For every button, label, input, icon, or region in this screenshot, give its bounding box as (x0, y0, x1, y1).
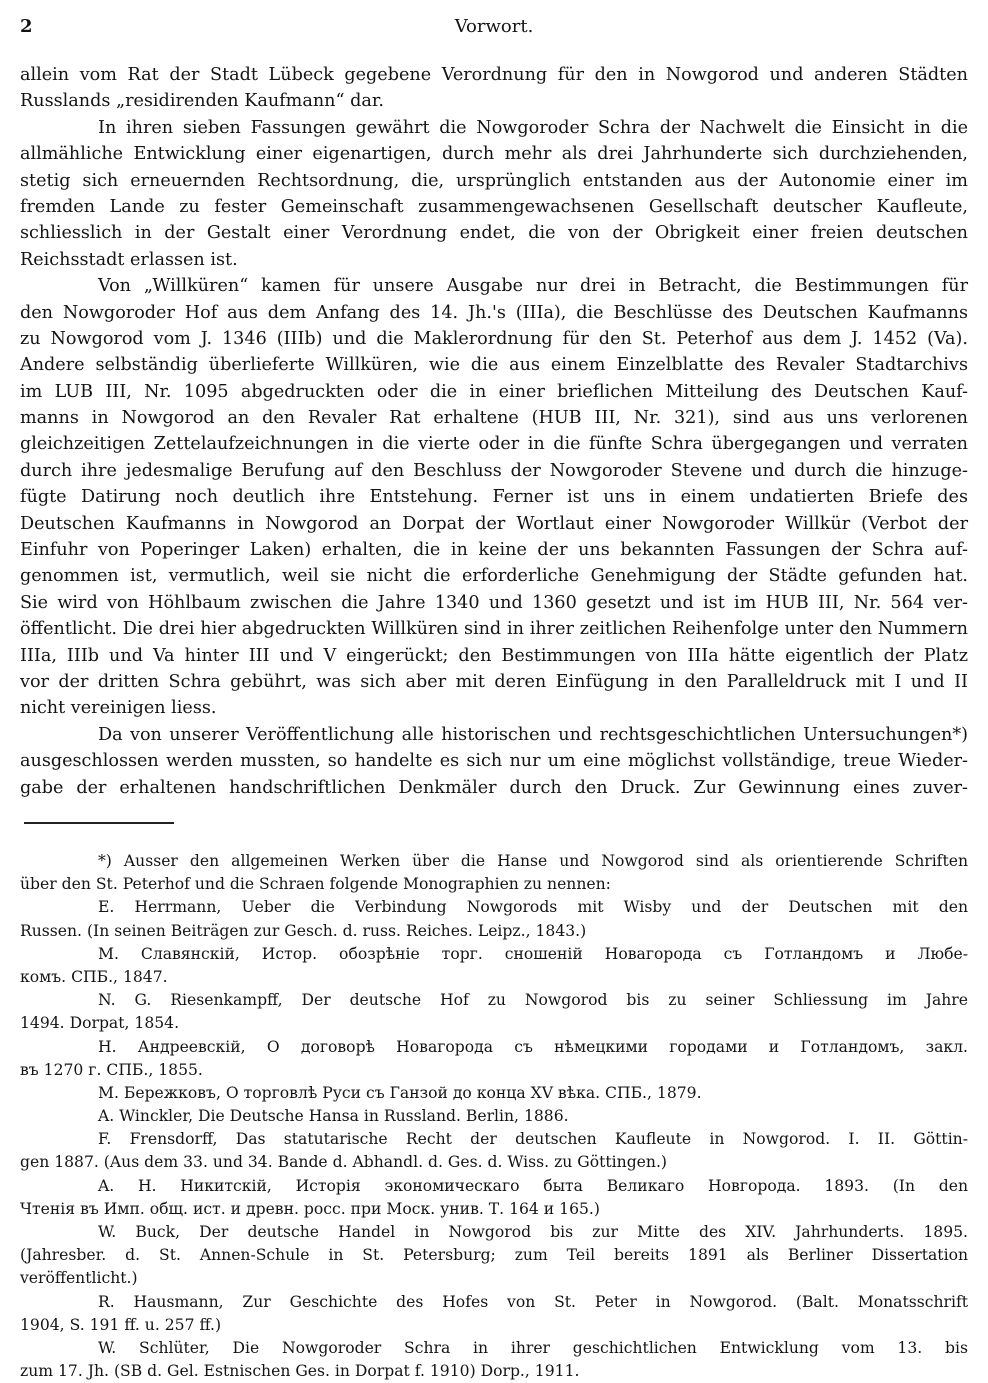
footnote-line: W. Schlüter, Die Nowgoroder Schra in ihrer geschichtlichen Entwicklung vom 13. bis (98, 1338, 968, 1357)
footnote-line: комъ. СПБ., 1847. (20, 967, 168, 986)
body-line: Reichsstadt erlassen ist. (20, 249, 238, 270)
body-text (20, 62, 968, 801)
footnote-line: E. Herrmann, Ueber die Verbindung Nowgorods mit Wisby und der Deutschen mit den (98, 898, 968, 917)
footnote-line: (Jahresber. d. St. Annen-Schule in St. Petersburg; zum Teil bereits 1891 als Berliner Dissertation (20, 1246, 968, 1265)
body-line: öffentlicht. Die drei hier abgedruckten Willküren sind in ihrer zeitlichen Reihenfolge unter den Nummern (20, 619, 968, 640)
footnote-line: *) Ausser den allgemeinen Werken über die Hanse und Nowgorod sind als orientierende Schriften (98, 852, 968, 870)
footnote-line: въ 1270 г. СПБ., 1855. (20, 1060, 203, 1079)
body-line: fremden Lande zu fester Gemeinschaft zusammengewachsenen Gesellschaft deutscher Kaufleute, (20, 196, 968, 217)
page-header (20, 16, 968, 40)
body-line: allein vom Rat der Stadt Lübeck gegebene Verordnung für den in Nowgorod und anderen Städten (20, 65, 968, 85)
body-line: Deutschen Kaufmanns in Nowgorod an Dorpat der Wortlaut einer Nowgoroder Willkür (Verbot der (20, 513, 968, 534)
footnote-line: gen 1887. (Aus dem 33. und 34. Bande d. Abhandl. d. Ges. d. Wiss. zu Göttingen.) (20, 1153, 667, 1172)
page-number: 2 (20, 16, 33, 37)
body-line: fügte Datirung noch deutlich ihre Entstehung. Ferner ist uns in einem undatierten Briefe des (20, 487, 968, 508)
body-line: allmähliche Entwicklung einer eigenartigen, durch mehr als drei Jahrhunderte sich durchziehenden, (20, 144, 968, 165)
footnote-line: über den St. Peterhof und die Schraen folgende Monographien zu nennen: (20, 875, 611, 894)
body-line: genommen ist, vermutlich, weil sie nicht die erforderliche Genehmigung der Städte gefunden hat. (20, 566, 968, 587)
running-title: Vorwort. (454, 16, 534, 37)
footnote-line: N. G. Riesenkampff, Der deutsche Hof zu Nowgorod bis zu seiner Schliessung im Jahre (98, 991, 968, 1010)
footnote-line: A. Winckler, Die Deutsche Hansa in Russland. Berlin, 1886. (98, 1107, 569, 1126)
body-line: stetig sich erneuernden Rechtsordnung, die, ursprünglich entstanden aus der Autonomie einer im (20, 170, 968, 191)
body-line: manns in Nowgorod an den Revaler Rat erhaltene (HUB III, Nr. 321), sind aus uns verlorenen (20, 408, 968, 429)
body-line: zu Nowgorod vom J. 1346 (IIIb) und die Maklerordnung für den St. Peterhof aus dem J. 1452 (Va). (20, 328, 968, 349)
footnote-line: M. Славянскій, Истор. обозрѣніе торг. сношеній Новагорода съ Готландомъ и Любе- (98, 944, 968, 963)
footnote-line: M. Бережковъ, О торговлѣ Руси съ Ганзой до конца XV вѣка. СПБ., 1879. (98, 1083, 702, 1102)
body-line: Sie wird von Höhlbaum zwischen die Jahre 1340 und 1360 gesetzt und ist im HUB III, Nr. 564 ver- (20, 592, 968, 613)
body-line: gabe der erhaltenen handschriftlichen Denkmäler durch den Druck. Zur Gewinnung eines zuver- (20, 777, 968, 798)
body-line: schliesslich in der Gestalt einer Verordnung endet, die von der Obrigkeit einer freien deutschen (20, 223, 968, 244)
body-line: nicht vereinigen liess. (20, 698, 217, 719)
body-line: In ihren sieben Fassungen gewährt die Nowgoroder Schra der Nachwelt die Einsicht in die (98, 117, 968, 138)
footnote-line: W. Buck, Der deutsche Handel in Nowgorod bis zur Mitte des XIV. Jahrhunderts. 1895. (98, 1223, 968, 1241)
footnote (20, 850, 968, 1383)
footnote-line: F. Frensdorff, Das statutarische Recht der deutschen Kaufleute in Nowgorod. I. II. Göttin- (98, 1130, 968, 1149)
footnote-line: Н. Андреевскій, О договорѣ Новагорода съ нѣмецкими городами и Готландомъ, закл. (98, 1037, 968, 1056)
footnote-separator (24, 822, 174, 824)
footnote-line: zum 17. Jh. (SB d. Gel. Estnischen Ges. in Dorpat f. 1910) Dorp., 1911. (20, 1362, 580, 1381)
body-line: IIIa, IIIb und Va hinter III und V eingerückt; den Bestimmungen von IIIa hätte eigentlich der Platz (20, 645, 968, 666)
body-line: Russlands „residirenden Kaufmann“ dar. (20, 91, 384, 112)
footnote-line: A. H. Никитскій, Исторія экономическаго быта Великаго Новгорода. 1893. (In den (98, 1176, 968, 1195)
footnote-line: Чтенія въ Имп. общ. ист. и древн. росс. при Моск. унив. Т. 164 и 165.) (20, 1199, 600, 1218)
body-line: Andere selbständig überlieferte Willküren, wie die aus einem Einzelblatte des Revaler Stadtarchivs (20, 355, 968, 376)
body-line: durch ihre jedesmalige Berufung auf den Beschluss der Nowgoroder Stevene und durch die hinzuge- (20, 460, 968, 481)
footnote-line: R. Hausmann, Zur Geschichte des Hofes von St. Peter in Nowgorod. (Balt. Monatsschrift (98, 1292, 968, 1311)
body-line: im LUB III, Nr. 1095 abgedruckten oder die in einer brieflichen Mitteilung des Deutschen Kauf- (20, 381, 968, 402)
footnote-line: Russen. (In seinen Beiträgen zur Gesch. d. russ. Reiches. Leipz., 1843.) (20, 921, 587, 940)
body-line: gleichzeitigen Zettelaufzeichnungen in die vierte oder in die fünfte Schra übergegangen und verraten (20, 434, 968, 455)
body-line: vor der dritten Schra gebührt, was sich aber mit deren Einfügung in den Paralleldruck mit I und II (20, 671, 968, 692)
footnote-line: 1494. Dorpat, 1854. (20, 1014, 180, 1033)
body-line: Einfuhr von Poperinger Laken) erhalten, die in keine der uns bekannten Fassungen der Schra auf- (20, 540, 968, 561)
body-line: den Nowgoroder Hof aus dem Anfang des 14. Jh.'s (IIIa), die Beschlüsse des Deutschen Kaufmanns (20, 302, 968, 323)
body-line: Da von unserer Veröffentlichung alle historischen und rechtsgeschichtlichen Untersuchungen*) (98, 724, 968, 745)
footnote-line: 1904, S. 191 ff. u. 257 ff.) (20, 1315, 222, 1334)
body-line: Von „Willküren“ kamen für unsere Ausgabe nur drei in Betracht, die Bestimmungen für (98, 276, 968, 297)
body-line: ausgeschlossen werden mussten, so handelte es sich nur um eine möglichst vollständige, treue Wieder- (20, 751, 968, 772)
footnote-line: veröffentlicht.) (20, 1269, 138, 1288)
